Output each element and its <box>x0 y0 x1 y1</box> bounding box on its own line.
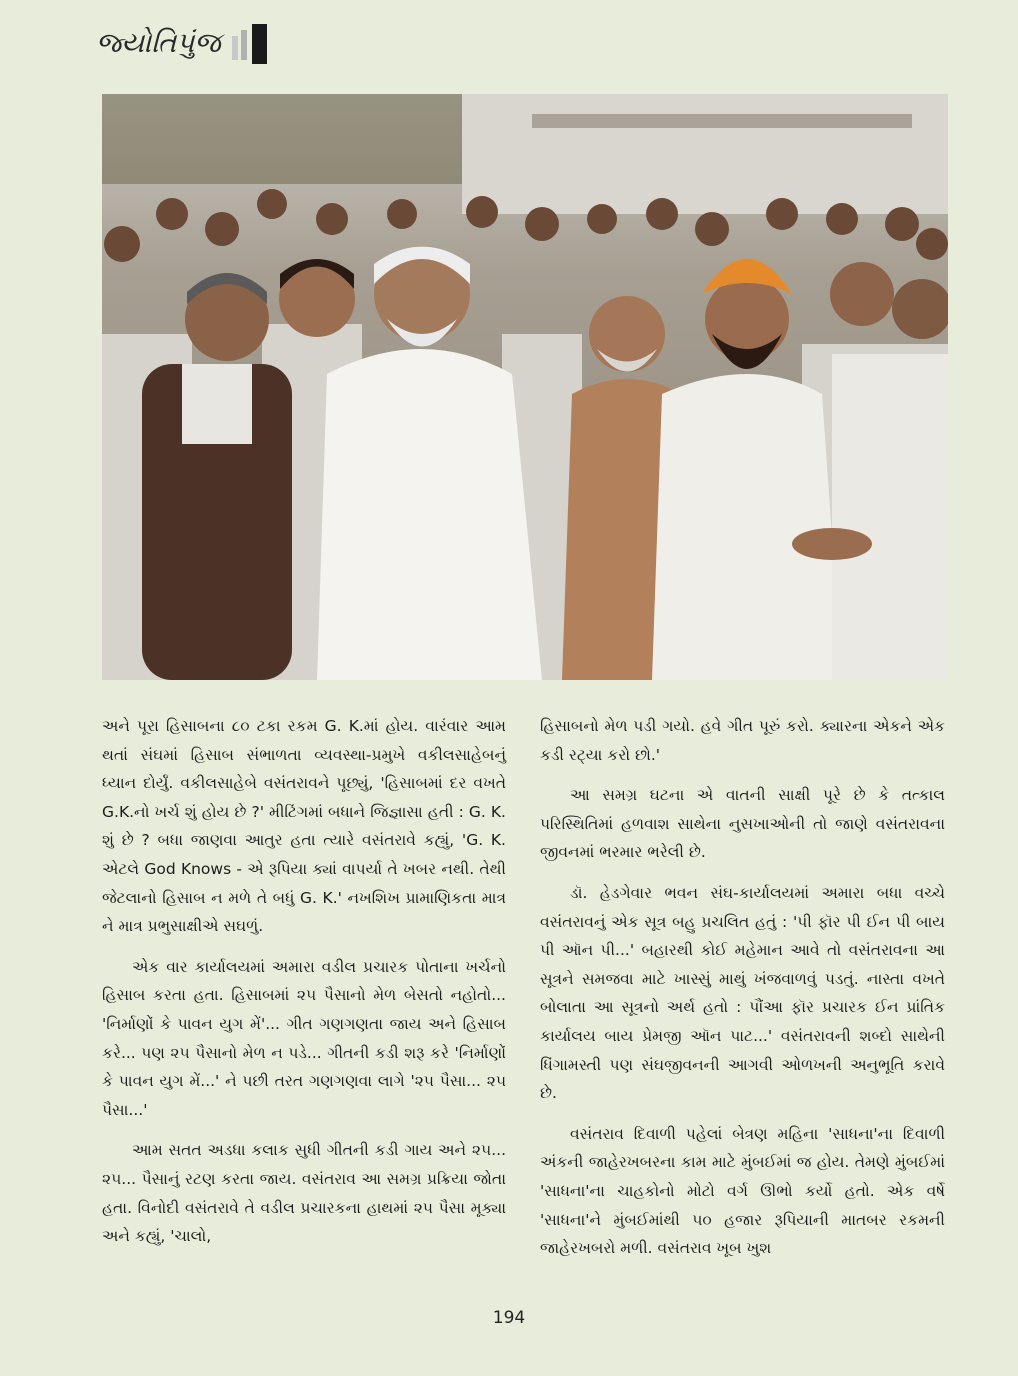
right-paragraph-3: ડૉ. હેડગેવાર ભવન સંઘ-કાર્યાલયમાં અમારા બધા વચ્ચે વસંતરાવનું એક સૂત્ર બહુ પ્રચલિત હતું : 'પી ફૉર પી ઈન પી બાય પી ઑન પી...' બહારથી કોઈ મહેમાન આવે તો વસંતરાવના આ સૂત્રને સમજવા માટે ખાસ્સું માથું ખંજવાળવું પડતું. નાસ્તા વખતે બોલાતા આ સૂત્રનો અર્થ હતો : પૌંઆ ફૉર પ્રચારક ઈન પ્રાંતિક કાર્યાલય બાય પ્રેમજી ઑન પાટ...' વસંતરાવની શબ્દો સાથેની ધિંગામસ્તી પણ સંઘજીવનની આગવી ઓળખની અનુભૂતિ કરાવે છે. <box>540 883 945 1103</box>
page-number: 194 <box>492 1308 526 1328</box>
header-title: જ્યોતિપુંજ <box>96 26 221 59</box>
right-paragraph-1: હિસાબનો મેળ પડી ગયો. હવે ગીત પૂરું કરો. ક્યારના એકને એક કડી રટ્યા કરો છો.' <box>540 717 945 764</box>
photo-people-gathering-icon <box>102 94 948 680</box>
header-bars-icon <box>230 24 274 64</box>
group-photo <box>102 94 948 680</box>
right-paragraph-4: વસંતરાવ દિવાળી પહેલાં બેત્રણ મહિના 'સાધના'ના દિવાળી અંકની જાહેરખબરના કામ માટે મુંબઈમાં જ હોય. તેમણે મુંબઈમાં 'સાધના'ના ચાહકોનો મોટો વર્ગ ઊભો કર્યો હતો. એક વર્ષે 'સાધના'ને મુંબઈમાંથી ૫૦ હજાર રૂપિયાની માતબર રકમની જાહેરખબરો મળી. વસંતરાવ ખૂબ ખુશ <box>540 1124 945 1258</box>
left-column <box>102 712 506 1263</box>
right-column <box>540 712 945 1275</box>
left-paragraph-2: એક વાર કાર્યાલયમાં અમારા વડીલ પ્રચારક પોતાના ખર્ચનો હિસાબ કરતા હતા. હિસાબમાં ૨૫ પૈસાનો મેળ બેસતો નહોતો... 'નિર્માણોં કે પાવન યુગ મેં'... ગીત ગણગણતા જાય અને હિસાબ કરે... પણ ૨૫ પૈસાનો મેળ ન પડે... ગીતની કડી શરૂ કરે 'નિર્માણોં કે પાવન યુગ મેં...' ને પછી તરત ગણગણવા લાગે '૨૫ પૈસા... ૨૫ પૈસા...' <box>102 957 506 1119</box>
right-paragraph-2: આ સમગ્ર ઘટના એ વાતની સાક્ષી પૂરે છે કે તત્કાલ પરિસ્થિતિમાં હળવાશ સાથેના નુસખાઓની તો જાણે વસંતરાવના જીવનમાં ભરમાર ભરેલી છે. <box>540 786 945 862</box>
left-paragraph-3: આમ સતત અડધા કલાક સુધી ગીતની કડી ગાય અને ૨૫... ૨૫... પૈસાનું રટણ કરતા જાય. વસંતરાવ આ સમગ્ર પ્રક્રિયા જોતા હતા. વિનોદી વસંતરાવે તે વડીલ પ્રચારકના હાથમાં ૨૫ પૈસા મૂક્યા અને કહ્યું, 'ચાલો, <box>102 1141 506 1246</box>
left-paragraph-1: અને પૂરા હિસાબના ૮૦ ટકા રકમ G. K.માં હોય. વારંવાર આમ થતાં સંઘમાં હિસાબ સંભાળતા વ્યવસ્થા-પ્રમુખે વકીલસાહેબનું ધ્યાન દોર્યું. વકીલસાહેબે વસંતરાવને પૂછ્યું, 'હિસાબમાં દર વખતે G.K.નો ખર્ચ શું હોય છે ?' મીટિંગમાં બધાને જિજ્ઞાસા હતી : G. K. શું છે ? બધા જાણવા આતુર હતા ત્યારે વસંતરાવે કહ્યું, 'G. K. એટલે God Knows - એ રૂપિયા ક્યાં વાપર્યા તે ખબર નથી. તેથી જેટલાનો હિસાબ ન મળે તે બધું G. K.' નખશિખ પ્રામાણિકતા માત્ર ને માત્ર પ્રભુસાક્ષીએ સઘળું. <box>102 717 506 936</box>
